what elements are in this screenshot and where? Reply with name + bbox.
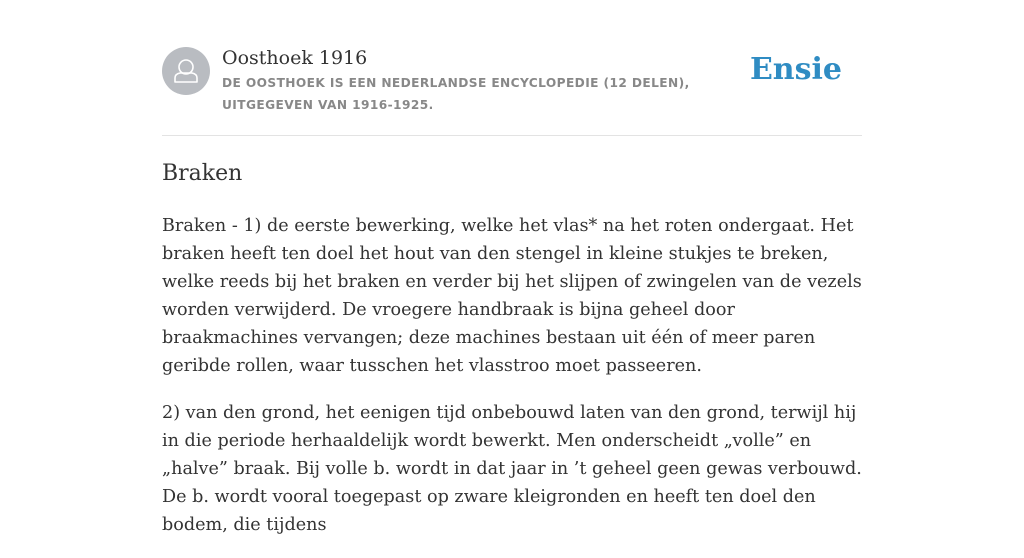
source-title[interactable]: Oosthoek 1916 [222, 47, 368, 69]
article-body [162, 212, 862, 558]
source-header [162, 46, 862, 116]
article-paragraph: 2) van den grond, het eenigen tijd onbebouwd laten van den grond, terwijl hij in die periode herhaaldelijk wordt bewerkt. Men onderscheidt „volle” en „halve” braak. Bij volle b. wordt in dat jaar in ’t geheel geen gewas verbouwd. De b. wordt vooral toegepast op zware kleigronden en heeft ten doel den bodem, die tijdens [162, 403, 862, 535]
user-icon [162, 47, 210, 95]
header-divider [162, 135, 862, 136]
article-title: Braken [162, 161, 243, 186]
source-avatar[interactable] [162, 47, 210, 95]
source-description: DE OOSTHOEK IS EEN NEDERLANDSE ENCYCLOPEDIE (12 DELEN), UITGEGEVEN VAN 1916-1925. [222, 76, 690, 112]
brand-logo[interactable]: Ensie [749, 52, 842, 87]
article-paragraph: Braken - 1) de eerste bewerking, welke het vlas* na het roten ondergaat. Het braken heeft ten doel het hout van den stengel in kleine stukjes te breken, welke reeds bij het braken en verder bij het slijpen of zwingelen van de vezels worden verwijderd. De vroegere handbraak is bijna geheel door braakmachines vervangen; deze machines bestaan uit één of meer paren geribde rollen, waar tusschen het vlasstroo moet passeeren. [162, 216, 862, 376]
